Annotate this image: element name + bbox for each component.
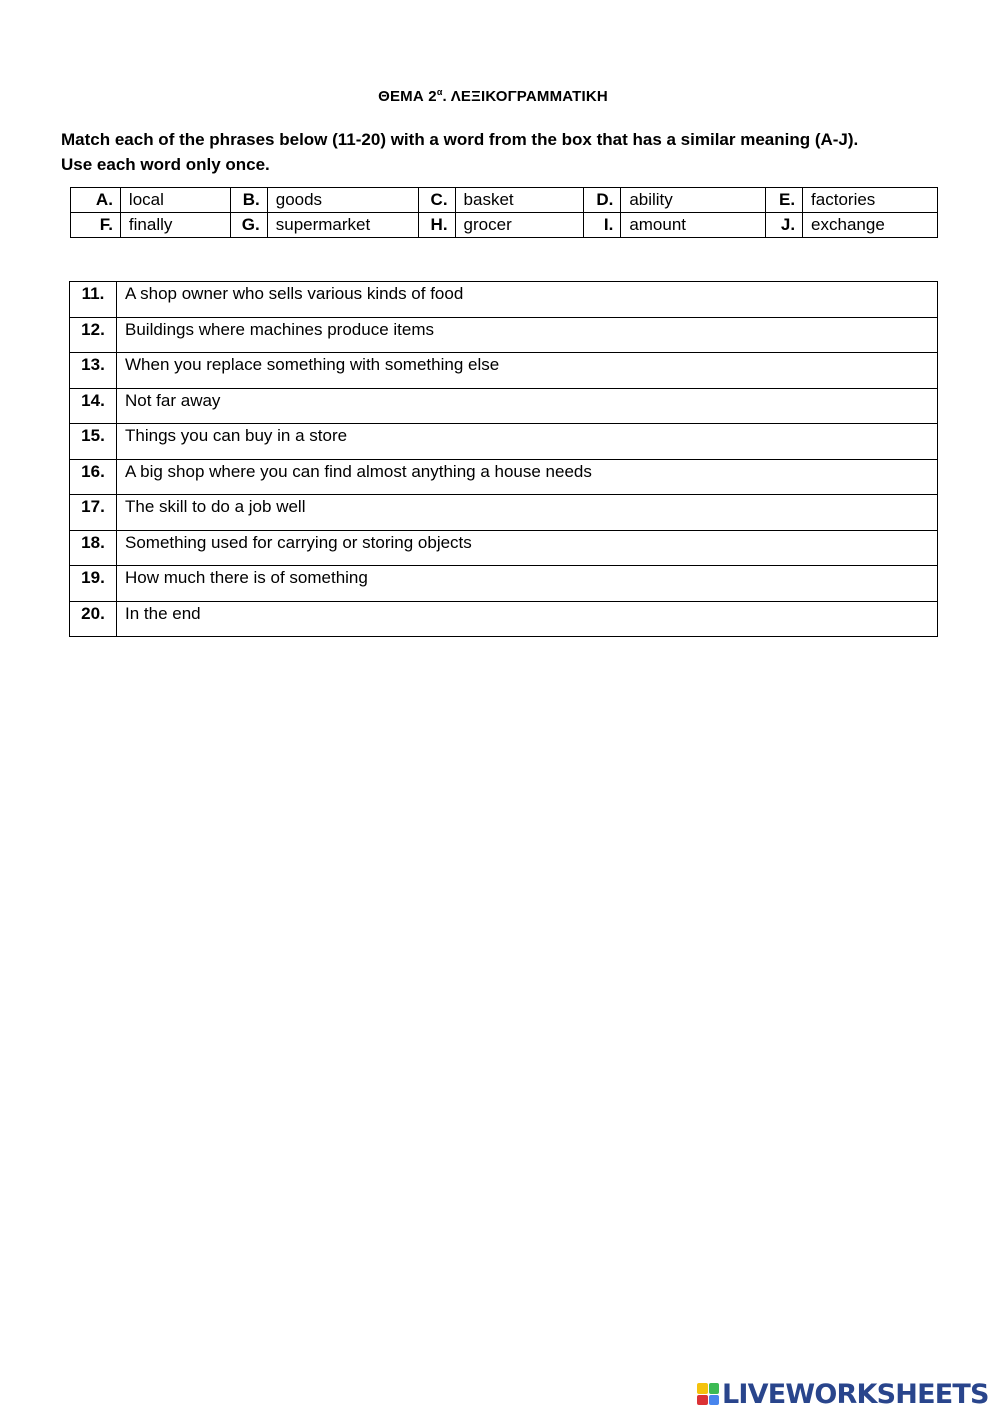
logo-square [709,1383,720,1394]
phrase-row-14[interactable] [70,388,938,424]
logo-text: LIVEWORKSHEETS [722,1378,989,1410]
word-letter: G. [230,213,267,238]
phrase-text: When you replace something with something else [117,353,938,389]
phrase-number: 11. [70,282,117,318]
word-option: basket [455,188,584,213]
phrase-text: The skill to do a job well [117,495,938,531]
phrase-text: In the end [117,601,938,637]
word-letter: B. [230,188,267,213]
word-option: grocer [455,213,584,238]
word-letter: F. [71,213,121,238]
phrase-row-18[interactable] [70,530,938,566]
word-box-row [71,188,938,213]
word-letter: H. [418,213,455,238]
word-option: factories [803,188,938,213]
word-box-row [71,213,938,238]
phrase-row-19[interactable] [70,566,938,602]
word-letter: J. [766,213,803,238]
phrase-number: 15. [70,424,117,460]
liveworksheets-logo-icon [697,1383,719,1405]
word-option: goods [267,188,418,213]
phrase-row-16[interactable] [70,459,938,495]
phrase-text: Not far away [117,388,938,424]
word-letter: C. [418,188,455,213]
word-option: local [120,188,230,213]
logo-square [709,1395,720,1406]
phrase-text: Something used for carrying or storing objects [117,530,938,566]
word-option: finally [120,213,230,238]
phrase-number: 17. [70,495,117,531]
phrase-number: 20. [70,601,117,637]
instructions-line-1: Match each of the phrases below (11-20) with a word from the box that has a similar meaning (A-J). [61,130,859,149]
phrase-row-13[interactable] [70,353,938,389]
phrase-number: 12. [70,317,117,353]
phrase-row-11[interactable] [70,282,938,318]
word-option: ability [621,188,766,213]
title-superscript: α [436,87,443,97]
phrase-number: 19. [70,566,117,602]
title-suffix: . ΛΕΞΙΚΟΓΡΑΜΜΑΤΙΚΗ [442,88,608,105]
word-letter: D. [584,188,621,213]
logo-square [697,1395,708,1406]
phrase-number: 13. [70,353,117,389]
logo-square [697,1383,708,1394]
phrase-text: How much there is of something [117,566,938,602]
word-option: supermarket [267,213,418,238]
phrase-row-12[interactable] [70,317,938,353]
page-title [0,87,986,105]
word-letter: I. [584,213,621,238]
phrase-number: 18. [70,530,117,566]
phrase-text: A shop owner who sells various kinds of food [117,282,938,318]
phrase-row-20[interactable] [70,601,938,637]
phrase-text: Buildings where machines produce items [117,317,938,353]
word-letter: E. [766,188,803,213]
phrase-row-17[interactable] [70,495,938,531]
phrase-text: A big shop where you can find almost anything a house needs [117,459,938,495]
phrase-number: 14. [70,388,117,424]
word-option: amount [621,213,766,238]
phrase-text: Things you can buy in a store [117,424,938,460]
phrases-table [69,281,938,637]
phrase-number: 16. [70,459,117,495]
word-box [70,187,938,238]
title-prefix: ΘΕΜΑ 2 [378,88,437,105]
word-letter: A. [71,188,121,213]
instructions-line-2: Use each word only once. [61,155,270,174]
phrase-row-15[interactable] [70,424,938,460]
word-option: exchange [803,213,938,238]
instructions [61,127,961,177]
liveworksheets-logo[interactable] [697,1377,989,1411]
